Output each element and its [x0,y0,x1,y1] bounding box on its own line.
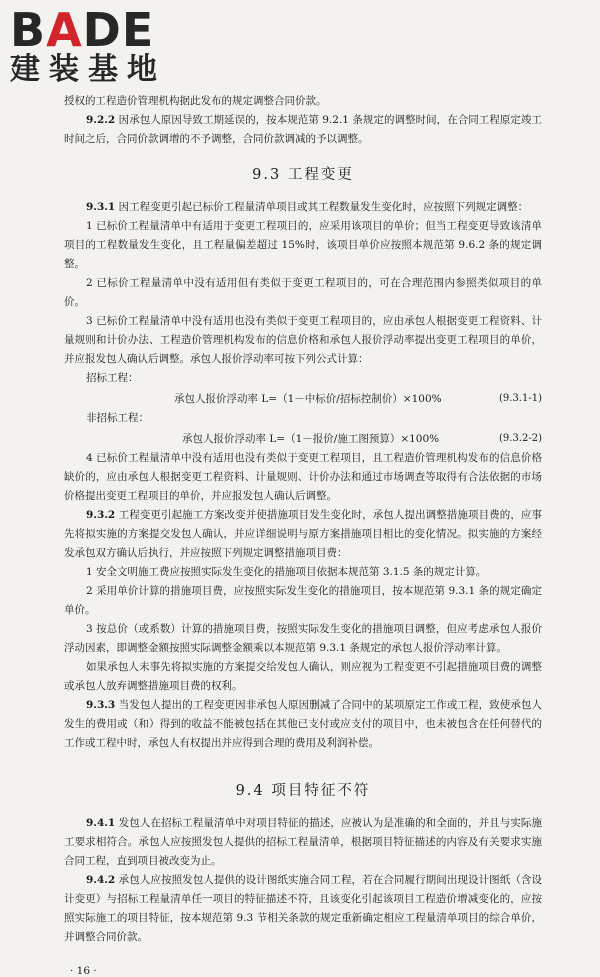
clause-number: 9.3.3 [86,699,116,711]
clause-number: 9.4.2 [86,874,116,886]
clause-number: 9.2.2 [86,114,116,126]
clause-9-2-2: 9.2.2 因承包人原因导致工期延误的，按本规范第 9.2.1 条规定的调整时间，在合同工程原定竣工时间之后，合同价款调增的不予调整，合同价款调减的予以调整。 [64,114,543,145]
clause-9-3-1-item-1: 1 已标价工程量清单中有适用于变更工程项目的，应采用该项目的单价；但当工程变更导致该清单项目的工程数量发生变化，且工程量偏差超过 15%时，该项目单价应按照本规范第 9.6.2 条的规定调整。 [64,220,542,270]
clause-9-3-1: 9.3.1 因工程变更引起已标价工程量清单项目或其工程数量发生变化时，应按照下列规定调整： [86,201,529,213]
formula-9-3-2-2 [64,428,542,449]
clause-9-3-1-item-3: 3 已标价工程量清单中没有适用也没有类似于变更工程项目的，应由承包人根据变更工程资料、计量规则和计价办法、工程造价管理机构发布的信息价格和承包人报价浮动率提出变更工程项目的单价，并应报发包人确认后调整。承包人报价浮动率可按下列公式计算： [64,315,542,365]
logo-wordmark: BADE [10,3,155,57]
label-non-bid-project: 非招标工程： [86,412,149,424]
formula-number: (9.3.2-2) [499,433,542,444]
bade-logo [10,3,180,87]
clause-9-3-2-item-2: 2 采用单价计算的措施项目费，应按照实际发生变化的措施项目，按本规范第 9.3.1 条的规定确定单价。 [64,585,542,616]
clause-number: 9.3.2 [86,509,116,521]
clause-9-3-1-item-4: 4 已标价工程量清单中没有适用也没有类似于变更工程项目，且工程造价管理机构发布的信息价格缺价的，应由承包人根据变更工程资料、计量规则、计价办法和通过市场调查等取得有合法依据的市场价格提出变更工程项目的单价，并应报发包人确认后调整。 [64,452,542,502]
section-heading-9-3: 9.3 工程变更 [252,167,354,183]
clause-9-3-2-item-3: 3 按总价（或系数）计算的措施项目费，按照实际发生变化的措施项目调整，但应考虑承包人报价浮动因素，即调整金额按照实际调整金额乘以本规范第 9.3.1 条规定的承包人报价浮动率计算。 [64,623,542,654]
label-bid-project: 招标工程： [86,372,139,384]
clause-9-3-2-item-1: 1 安全文明施工费应按照实际发生变化的措施项目依据本规范第 3.1.5 条的规定计算。 [86,566,487,578]
page-number: · 16 · [70,965,97,977]
clause-9-3-3: 9.3.3 当发包人提出的工程变更因非承包人原因删减了合同中的某项原定工作或工程，致使承包人发生的费用或（和）得到的收益不能被包括在其他已支付或应支付的项目中，也未被包含在任何替代的工作或工程中时，承包人有权提出并应得到合理的费用及利润补偿。 [64,699,543,749]
clause-number: 9.4.1 [86,817,116,829]
clause-9-4-2: 9.4.2 承包人应按照发包人提供的设计图纸实施合同工程，若在合同履行期间出现设计图纸（含设计变更）与招标工程量清单任一项目的特征描述不符，且该变化引起该项目工程造价增减变化的，应按照实际施工的项目特征，按本规范第 9.3 节相关条款的规定重新确定相应工程量清单项目的综合单价，并调整合同价款。 [64,874,543,943]
clause-9-3-1-item-2: 2 已标价工程量清单中没有适用但有类似于变更工程项目的，可在合理范围内参照类似项目的单价。 [64,277,542,308]
formula-number: (9.3.1-1) [499,393,542,404]
clause-number: 9.3.1 [86,201,116,213]
document-page [64,92,542,977]
logo-subtitle: 建装基地 [10,52,166,87]
clause-9-4-1: 9.4.1 发包人在招标工程量清单中对项目特征的描述，应被认为是准确的和全面的，并且与实际施工要求相符合。承包人应按照发包人提供的招标工程量清单，根据项目特征描述的内容及有关要求实施合同工程，直到项目被改变为止。 [64,817,543,867]
section-heading-9-4: 9.4 项目特征不符 [235,783,371,799]
formula-9-3-1-1 [64,388,542,409]
paragraph-continuation: 授权的工程造价管理机构据此发布的规定调整合同价款。 [64,95,327,107]
logo-accent-letter: A [46,3,83,57]
clause-9-3-2-note: 如果承包人未事先将拟实施的方案提交给发包人确认，则应视为工程变更不引起措施项目费的调整或承包人放弃调整措施项目费的权利。 [64,661,542,692]
formula-text: 承包人报价浮动率 L=（1－报价/施工图预算）×100% [182,433,440,445]
clause-9-3-2: 9.3.2 工程变更引起施工方案改变并使措施项目发生变化时，承包人提出调整措施项目费的，应事先将拟实施的方案提交发包人确认，并应详细说明与原方案措施项目相比的变化情况。拟实施的方案经发承包双方确认后执行，并应按照下列规定调整措施项目费： [64,509,543,559]
formula-text: 承包人报价浮动率 L=（1－中标价/招标控制价）×100% [174,393,442,405]
